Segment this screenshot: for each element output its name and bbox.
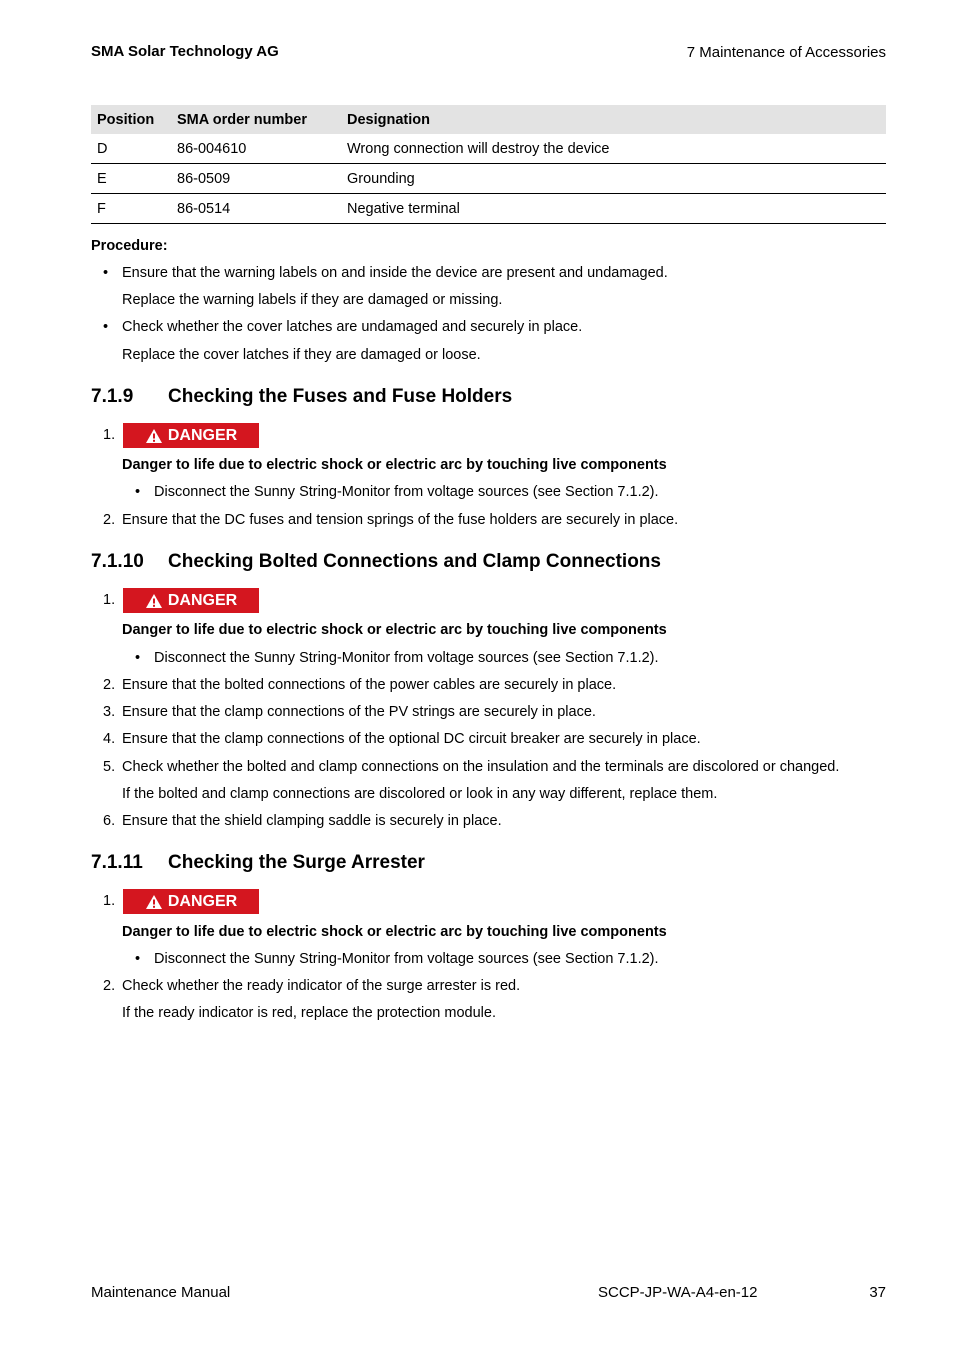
step-number: 2. [103, 677, 116, 693]
step-text: Ensure that the bolted connections of the power cables are securely in place. [122, 677, 617, 693]
step-number: 1. [103, 592, 116, 608]
step-number: 3. [103, 704, 116, 720]
column-header: SMA order number [171, 105, 341, 134]
table-cell: Negative terminal [341, 194, 886, 224]
danger-action: Disconnect the Sunny String-Monitor from voltage sources (see Section 7.1.2). [154, 650, 659, 666]
danger-badge [123, 588, 259, 613]
column-header: Position [91, 105, 171, 134]
page-number: 37 [869, 1284, 886, 1301]
bullet-marker: • [135, 484, 141, 500]
danger-badge [123, 889, 259, 914]
step-number: 1. [103, 427, 116, 443]
table-row [91, 134, 886, 164]
section-heading: Checking the Fuses and Fuse Holders [168, 386, 513, 407]
danger-title: Danger to life due to electric shock or electric arc by touching live components [122, 924, 667, 940]
step-number: 6. [103, 813, 116, 829]
procedure-bullet-detail: Replace the warning labels if they are damaged or missing. [122, 292, 503, 308]
step-number: 1. [103, 893, 116, 909]
section-heading: Checking the Surge Arrester [168, 852, 425, 873]
table-cell: D [91, 134, 171, 164]
table-row [91, 194, 886, 224]
table-cell: E [91, 164, 171, 194]
bullet-marker: • [135, 650, 141, 666]
table-row [91, 164, 886, 194]
step-text: Ensure that the DC fuses and tension springs of the fuse holders are securely in place. [122, 512, 679, 528]
header-chapter: 7 Maintenance of Accessories [686, 44, 886, 61]
procedure-bullet: Ensure that the warning labels on and inside the device are present and undamaged. [122, 265, 668, 281]
table-cell: F [91, 194, 171, 224]
footer-manual: Maintenance Manual [91, 1284, 231, 1301]
section-number: 7.1.9 [91, 386, 134, 407]
section-heading: Checking Bolted Connections and Clamp Connections [168, 551, 661, 572]
footer-doc-id: SCCP-JP-WA-A4-en-12 [598, 1284, 758, 1301]
step-number: 5. [103, 759, 116, 775]
step-number: 4. [103, 731, 116, 747]
warning-triangle-icon [145, 894, 163, 910]
procedure-bullet-detail: Replace the cover latches if they are damaged or loose. [122, 347, 481, 363]
table-cell: Grounding [341, 164, 886, 194]
table-cell: 86-004610 [171, 134, 341, 164]
step-text: Ensure that the shield clamping saddle is securely in place. [122, 813, 502, 829]
step-number: 2. [103, 512, 116, 528]
danger-label: DANGER [167, 591, 238, 609]
bullet-marker: • [135, 951, 141, 967]
danger-label: DANGER [167, 426, 238, 444]
section-number: 7.1.10 [91, 551, 144, 572]
step-text: Check whether the ready indicator of the surge arrester is red. [122, 978, 521, 994]
step-text: Ensure that the clamp connections of the PV strings are securely in place. [122, 704, 596, 720]
step-detail: If the ready indicator is red, replace the protection module. [122, 1005, 496, 1021]
step-detail: If the bolted and clamp connections are discolored or look in any way different, replace them. [122, 786, 718, 802]
danger-action: Disconnect the Sunny String-Monitor from voltage sources (see Section 7.1.2). [154, 484, 659, 500]
step-text: Ensure that the clamp connections of the optional DC circuit breaker are securely in place. [122, 731, 701, 747]
warning-triangle-icon [145, 428, 163, 444]
step-number: 2. [103, 978, 116, 994]
warning-triangle-icon [145, 593, 163, 609]
header-company: SMA Solar Technology AG [91, 43, 279, 60]
danger-title: Danger to life due to electric shock or electric arc by touching live components [122, 622, 667, 638]
danger-badge [123, 423, 259, 448]
danger-action: Disconnect the Sunny String-Monitor from voltage sources (see Section 7.1.2). [154, 951, 659, 967]
table-header-row [91, 105, 886, 134]
table-cell: 86-0509 [171, 164, 341, 194]
danger-title: Danger to life due to electric shock or electric arc by touching live components [122, 457, 667, 473]
procedure-label: Procedure: [91, 238, 168, 254]
column-header: Designation [341, 105, 886, 134]
step-text: Check whether the bolted and clamp connections on the insulation and the terminals are discolored or changed. [122, 759, 840, 775]
table-cell: 86-0514 [171, 194, 341, 224]
bullet-marker: • [103, 319, 109, 335]
bullet-marker: • [103, 265, 109, 281]
procedure-bullet: Check whether the cover latches are undamaged and securely in place. [122, 319, 583, 335]
parts-table [91, 105, 886, 224]
section-number: 7.1.11 [91, 852, 143, 873]
danger-label: DANGER [167, 892, 238, 910]
table-cell: Wrong connection will destroy the device [341, 134, 886, 164]
